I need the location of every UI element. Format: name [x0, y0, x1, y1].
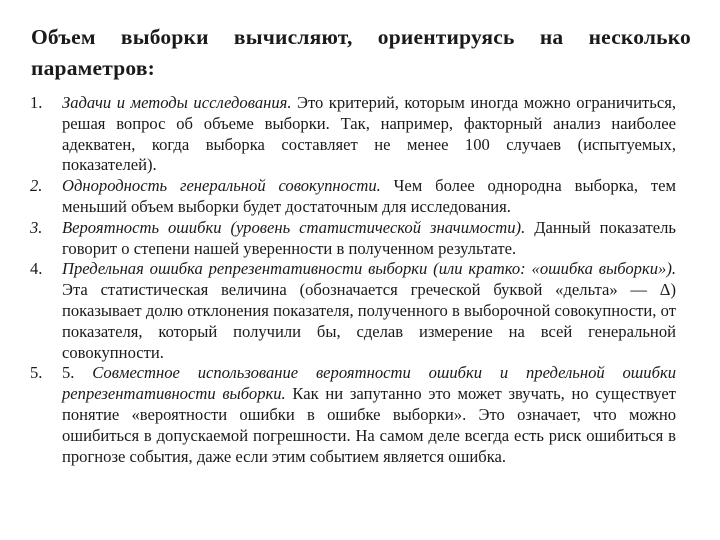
list-item-text: Это критерий, которым иногда можно ограничиться, решая вопрос об объеме выборки. Так, например, факторный анализ наиболее адекватен, когда выборка составляет не менее 100 случаев (испытуемых, показателей). — [62, 93, 676, 175]
list-item-term: Вероятность ошибки (уровень статистической значимости). — [62, 217, 526, 237]
list-item-number: 2. — [30, 176, 43, 196]
list-item-text: Эта статистическая величина (обозначается греческой буквой «дельта» — Δ) показывает долю отклонения показателя, полученного в выборочной совокупности, от показателя, который получили бы, сделав измерение на всей генеральной совокупности. — [62, 280, 676, 362]
list-item-term: Совместное использование вероятности ошибки и предельной ошибки репрезентативности выборки. — [62, 363, 676, 404]
list-item-prefix: 5. — [62, 363, 93, 383]
list-item-text: Чем более однородна выборка, тем меньший объем выборки будет достаточным для исследования. — [62, 176, 676, 216]
list-item-term: Предельная ошибка репрезентативности выборки (или кратко: «ошибка выборки»). — [62, 259, 676, 279]
list-item-number: 1. — [30, 93, 43, 112]
list-item — [30, 363, 676, 467]
list-item-number: 5. — [30, 363, 43, 383]
list-item — [30, 218, 676, 260]
list-item-term: Однородность генеральной совокупности. — [62, 176, 381, 196]
list-item-term: Задачи и методы исследования. — [62, 93, 292, 112]
list-item — [30, 176, 676, 218]
list-item-text: Данный показатель говорит о степени нашей уверенности в полученном результате. — [62, 217, 676, 258]
parameter-list — [30, 93, 676, 467]
slide-title: Объем выборки вычисляют, ориентируясь на несколько параметров: — [31, 25, 691, 80]
list-item-text: Как ни запутанно это может звучать, но существует понятие «вероятности ошибки в ошибке выборки». Это означает, что можно ошибиться в допускаемой погрешности. На самом деле всегда есть риск ошибиться в прогнозе события, даже если этим событием является ошибка. — [62, 384, 676, 466]
list-item — [30, 93, 676, 176]
list-item — [30, 259, 676, 363]
list-item-number: 3. — [30, 217, 43, 237]
list-item-number: 4. — [30, 259, 43, 279]
